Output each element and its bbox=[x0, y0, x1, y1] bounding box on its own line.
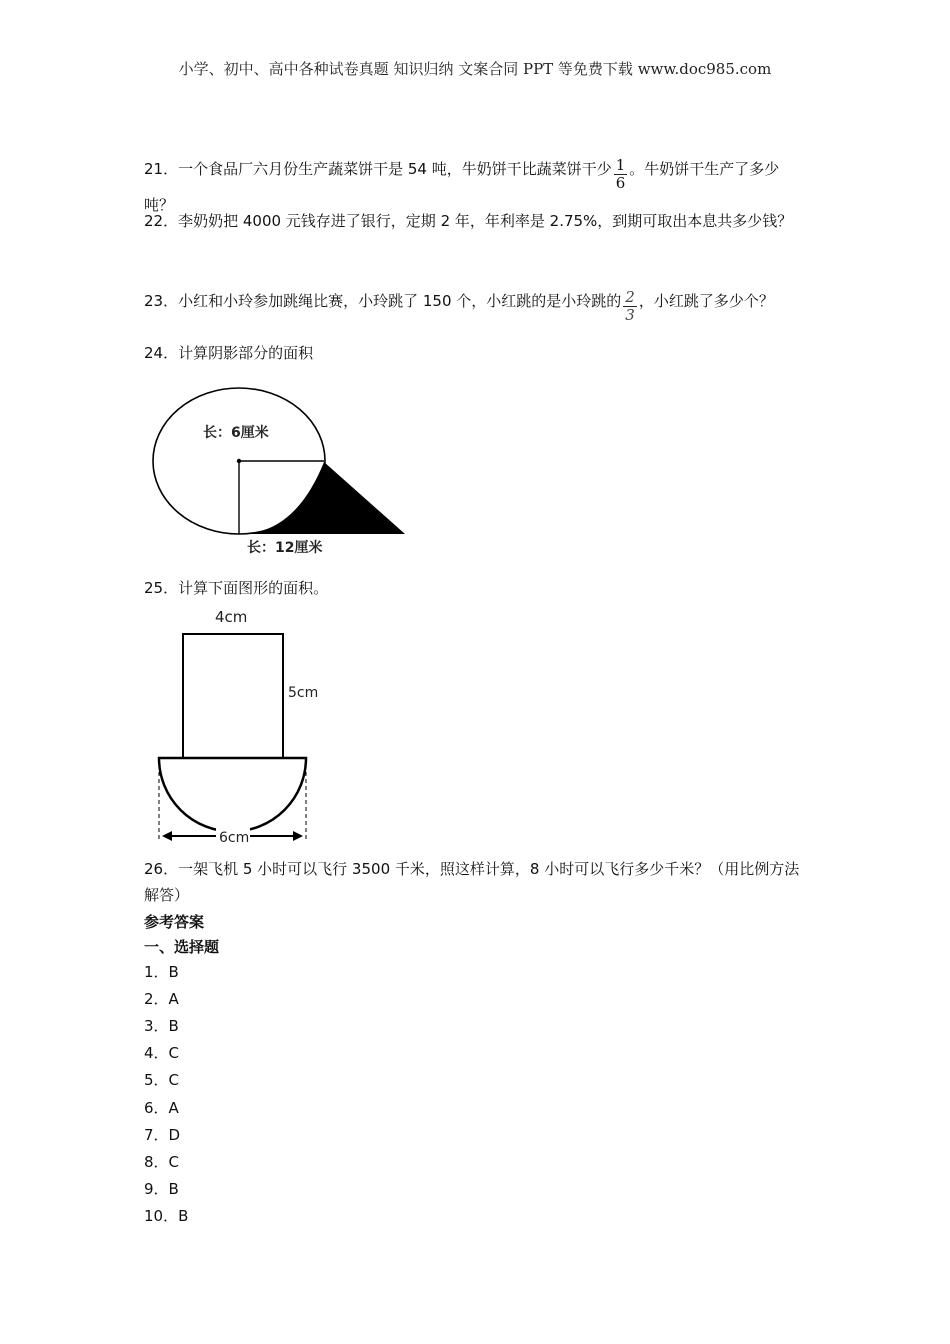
answer-item: 3．B bbox=[144, 1017, 179, 1035]
question-21-text-end: 。牛奶饼干生产了多少吨？ bbox=[144, 160, 780, 215]
question-24: 24．计算阴影部分的面积 bbox=[144, 344, 314, 362]
answer-item: 5．C bbox=[144, 1071, 180, 1089]
answer-item: 9．B bbox=[144, 1180, 179, 1198]
answers-section-title: 一、选择题 bbox=[144, 938, 220, 956]
answer-item: 4．C bbox=[144, 1044, 180, 1062]
answer-item: 8．C bbox=[144, 1153, 180, 1171]
question-22: 22．李奶奶把 4000 元钱存进了银行，定期 2 年，年利率是 2.75%，到期可取出本息共多少钱？ bbox=[144, 212, 793, 230]
center-point bbox=[237, 459, 241, 463]
question-23 bbox=[144, 288, 809, 324]
figure-24-shaded-area bbox=[150, 370, 420, 570]
answer-item: 2．A bbox=[144, 990, 179, 1008]
label-diameter-6cm: 6cm bbox=[219, 830, 250, 846]
question-23-text-end: ，小红跳了多少个？ bbox=[638, 292, 774, 310]
rectangle-outline bbox=[183, 634, 283, 758]
answer-item: 6．A bbox=[144, 1099, 179, 1117]
question-21-text: 21．一个食品厂六月份生产蔬菜饼干是 54 吨，牛奶饼干比蔬菜饼干少 bbox=[144, 160, 612, 178]
fraction-two-thirds: $\frac{2}{3}$ bbox=[625, 288, 635, 325]
question-26: 26．一架飞机 5 小时可以飞行 3500 千米，照这样计算，8 小时可以飞行多少千米？（用比例方法解答） bbox=[144, 860, 800, 904]
label-height-5cm: 5cm bbox=[288, 685, 319, 701]
label-width-4cm: 4cm bbox=[215, 608, 248, 626]
answer-item: 7．D bbox=[144, 1126, 181, 1144]
shaded-region bbox=[240, 462, 405, 534]
label-length-12cm: 长：12厘米 bbox=[247, 540, 323, 556]
figure-25-composite-shape bbox=[150, 600, 350, 850]
arrowhead-right bbox=[293, 831, 303, 841]
label-length-6cm: 长：6厘米 bbox=[203, 425, 269, 441]
arrowhead-left bbox=[162, 831, 172, 841]
fraction-one-sixth: $\frac{1}{6}$ bbox=[615, 156, 626, 193]
answers-title: 参考答案 bbox=[144, 913, 205, 931]
semicircle-outline bbox=[159, 758, 306, 832]
question-25: 25．计算下面图形的面积。 bbox=[144, 579, 329, 597]
answer-item: 1．B bbox=[144, 963, 179, 981]
answer-item: 10．B bbox=[144, 1207, 189, 1225]
page-header: 小学、初中、高中各种试卷真题 知识归纳 文案合同 PPT 等免费下载 www.doc985.com bbox=[178, 60, 772, 78]
question-23-text: 23．小红和小玲参加跳绳比赛，小玲跳了 150 个，小红跳的是小玲跳的 bbox=[144, 292, 622, 310]
